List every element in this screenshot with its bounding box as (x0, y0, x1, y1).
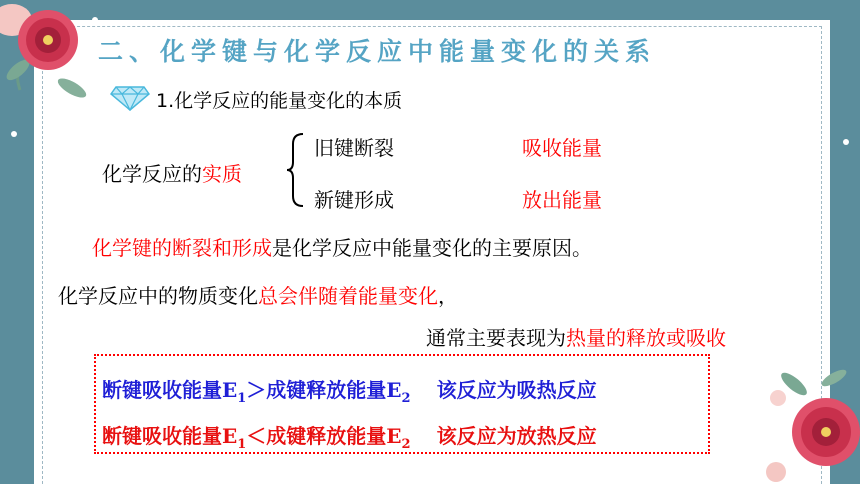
endo-left: 断键吸收能量E (102, 378, 238, 402)
exo-right-sub: 2 (401, 437, 411, 452)
endo-result: 该反应为吸热反应 (436, 378, 597, 402)
exo-relation: ＜成键释放能量E (246, 424, 402, 448)
exo-left-sub: 1 (237, 437, 247, 452)
process-form-label: 新键形成 (314, 188, 394, 212)
section-subtitle: 1.化学反应的能量变化的本质 (156, 90, 403, 112)
endo-left-sub: 1 (237, 391, 247, 406)
comparison-exothermic (102, 420, 597, 452)
exo-result: 该反应为放热反应 (436, 424, 597, 448)
essence-lead-text: 化学反应的 (102, 162, 202, 186)
endo-right-sub: 2 (401, 391, 411, 406)
brace-icon (285, 132, 307, 208)
effect-absorb-label: 吸收能量 (522, 136, 602, 160)
slide-title: 二、化学键与化学反应中能量变化的关系 (98, 37, 657, 66)
effect-release-label: 放出能量 (522, 188, 602, 212)
exo-left: 断键吸收能量E (102, 424, 238, 448)
endo-relation: ＞成键释放能量E (246, 378, 402, 402)
comparison-endothermic (102, 374, 597, 406)
flower-decoration-bottom-right (764, 364, 860, 484)
essence-lead (102, 158, 242, 187)
statement-main-cause-rest: 是化学反应中能量变化的主要原因。 (272, 236, 592, 260)
diamond-icon (110, 85, 150, 111)
statement-accompany-highlight: 总会伴随着能量变化 (258, 284, 438, 308)
statement-manifest (426, 322, 726, 351)
sparkle-decoration (834, 130, 860, 160)
statement-main-cause (92, 232, 592, 261)
process-break-label: 旧键断裂 (314, 136, 394, 160)
statement-accompany-tail: ， (438, 284, 458, 308)
statement-manifest-lead: 通常主要表现为 (426, 326, 566, 350)
essence-lead-highlight: 实质 (202, 162, 242, 186)
statement-accompany (58, 280, 458, 309)
statement-manifest-highlight: 热量的释放或吸收 (566, 326, 726, 350)
flower-decoration-top-left (0, 0, 110, 110)
sparkle-decoration (0, 120, 30, 150)
statement-accompany-lead: 化学反应中的物质变化 (58, 284, 258, 308)
statement-main-cause-highlight: 化学键的断裂和形成 (92, 236, 272, 260)
